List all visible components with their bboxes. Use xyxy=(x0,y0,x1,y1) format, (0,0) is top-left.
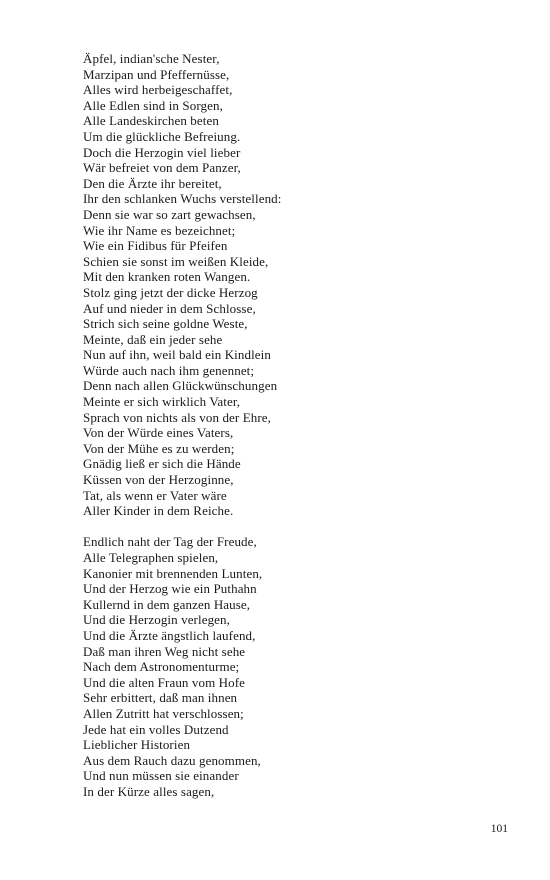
poem-line: Den die Ärzte ihr bereitet, xyxy=(83,175,222,191)
poem-line: Mit den kranken roten Wangen. xyxy=(83,269,251,285)
poem-line: Denn sie war so zart gewachsen, xyxy=(83,206,256,222)
poem-line: Daß man ihren Weg nicht sehe xyxy=(83,643,246,659)
poem-line: Nun auf ihn, weil bald ein Kindlein xyxy=(83,347,271,363)
stanza xyxy=(83,51,503,519)
poem-line: Und der Herzog wie ein Puthahn xyxy=(83,581,257,597)
poem-line: Lieblicher Historien xyxy=(83,737,191,753)
poem-line: Tat, als wenn er Vater wäre xyxy=(83,487,227,503)
poem-line: Alle Telegraphen spielen, xyxy=(83,550,219,565)
poem-line: Endlich naht der Tag der Freude, xyxy=(83,534,257,550)
poem-line: Sehr erbittert, daß man ihnen xyxy=(83,690,238,706)
poem-text xyxy=(83,51,503,800)
poem-line: Und die alten Fraun vom Hofe xyxy=(83,674,246,690)
poem-line: Aller Kinder in dem Reiche. xyxy=(83,503,234,519)
poem-line: Und nun müssen sie einander xyxy=(83,768,239,784)
poem-line: Allen Zutritt hat verschlossen; xyxy=(83,705,244,721)
poem-line: Auf und nieder in dem Schlosse, xyxy=(83,300,256,316)
poem-line: Und die Herzogin verlegen, xyxy=(83,612,230,628)
stanza xyxy=(83,534,503,799)
poem-line: Um die glückliche Befreiung. xyxy=(83,128,241,144)
poem-line: Küssen von der Herzoginne, xyxy=(83,472,234,488)
poem-line: In der Kürze alles sagen, xyxy=(83,783,215,799)
poem-line: Schien sie sonst im weißen Kleide, xyxy=(83,253,269,269)
poem-line: Alle Landeskirchen beten xyxy=(83,113,219,129)
poem-line: Denn nach allen Glückwünschungen xyxy=(83,378,278,394)
poem-line: Äpfel, indian'sche Nester, xyxy=(83,51,220,66)
poem-line: Nach dem Astronomenturme; xyxy=(83,659,240,675)
poem-line: Kullernd in dem ganzen Hause, xyxy=(83,596,251,612)
poem-line: Wie ihr Name es bezeichnet; xyxy=(83,222,236,238)
poem-line: Marzipan und Pfeffernüsse, xyxy=(83,66,230,82)
poem-line: Alles wird herbeigeschaffet, xyxy=(83,82,233,98)
poem-line: Kanonier mit brennenden Lunten, xyxy=(83,565,263,581)
poem-line: Alle Edlen sind in Sorgen, xyxy=(83,97,223,113)
poem-line: Und die Ärzte ängstlich laufend, xyxy=(83,627,256,643)
poem-line: Ihr den schlanken Wuchs verstellend: xyxy=(83,191,282,207)
poem-line: Wie ein Fidibus für Pfeifen xyxy=(83,238,228,254)
poem-line: Von der Würde eines Vaters, xyxy=(83,425,234,441)
poem-line: Von der Mühe es zu werden; xyxy=(83,440,235,456)
poem-line: Aus dem Rauch dazu genommen, xyxy=(83,752,261,768)
poem-line: Wär befreiet von dem Panzer, xyxy=(83,160,241,176)
poem-line: Gnädig ließ er sich die Hände xyxy=(83,456,241,472)
poem-line: Stolz ging jetzt der dicke Herzog xyxy=(83,284,258,300)
poem-line: Jede hat ein volles Dutzend xyxy=(83,721,229,737)
poem-line: Sprach von nichts als von der Ehre, xyxy=(83,409,271,425)
poem-line: Doch die Herzogin viel lieber xyxy=(83,144,241,160)
poem-line: Strich sich seine goldne Weste, xyxy=(83,316,248,332)
poem-line: Meinte, daß ein jeder sehe xyxy=(83,331,223,347)
poem-line: Würde auch nach ihm genennet; xyxy=(83,362,255,378)
poem-line: Meinte er sich wirklich Vater, xyxy=(83,394,241,410)
page-number: 101 xyxy=(490,823,508,835)
